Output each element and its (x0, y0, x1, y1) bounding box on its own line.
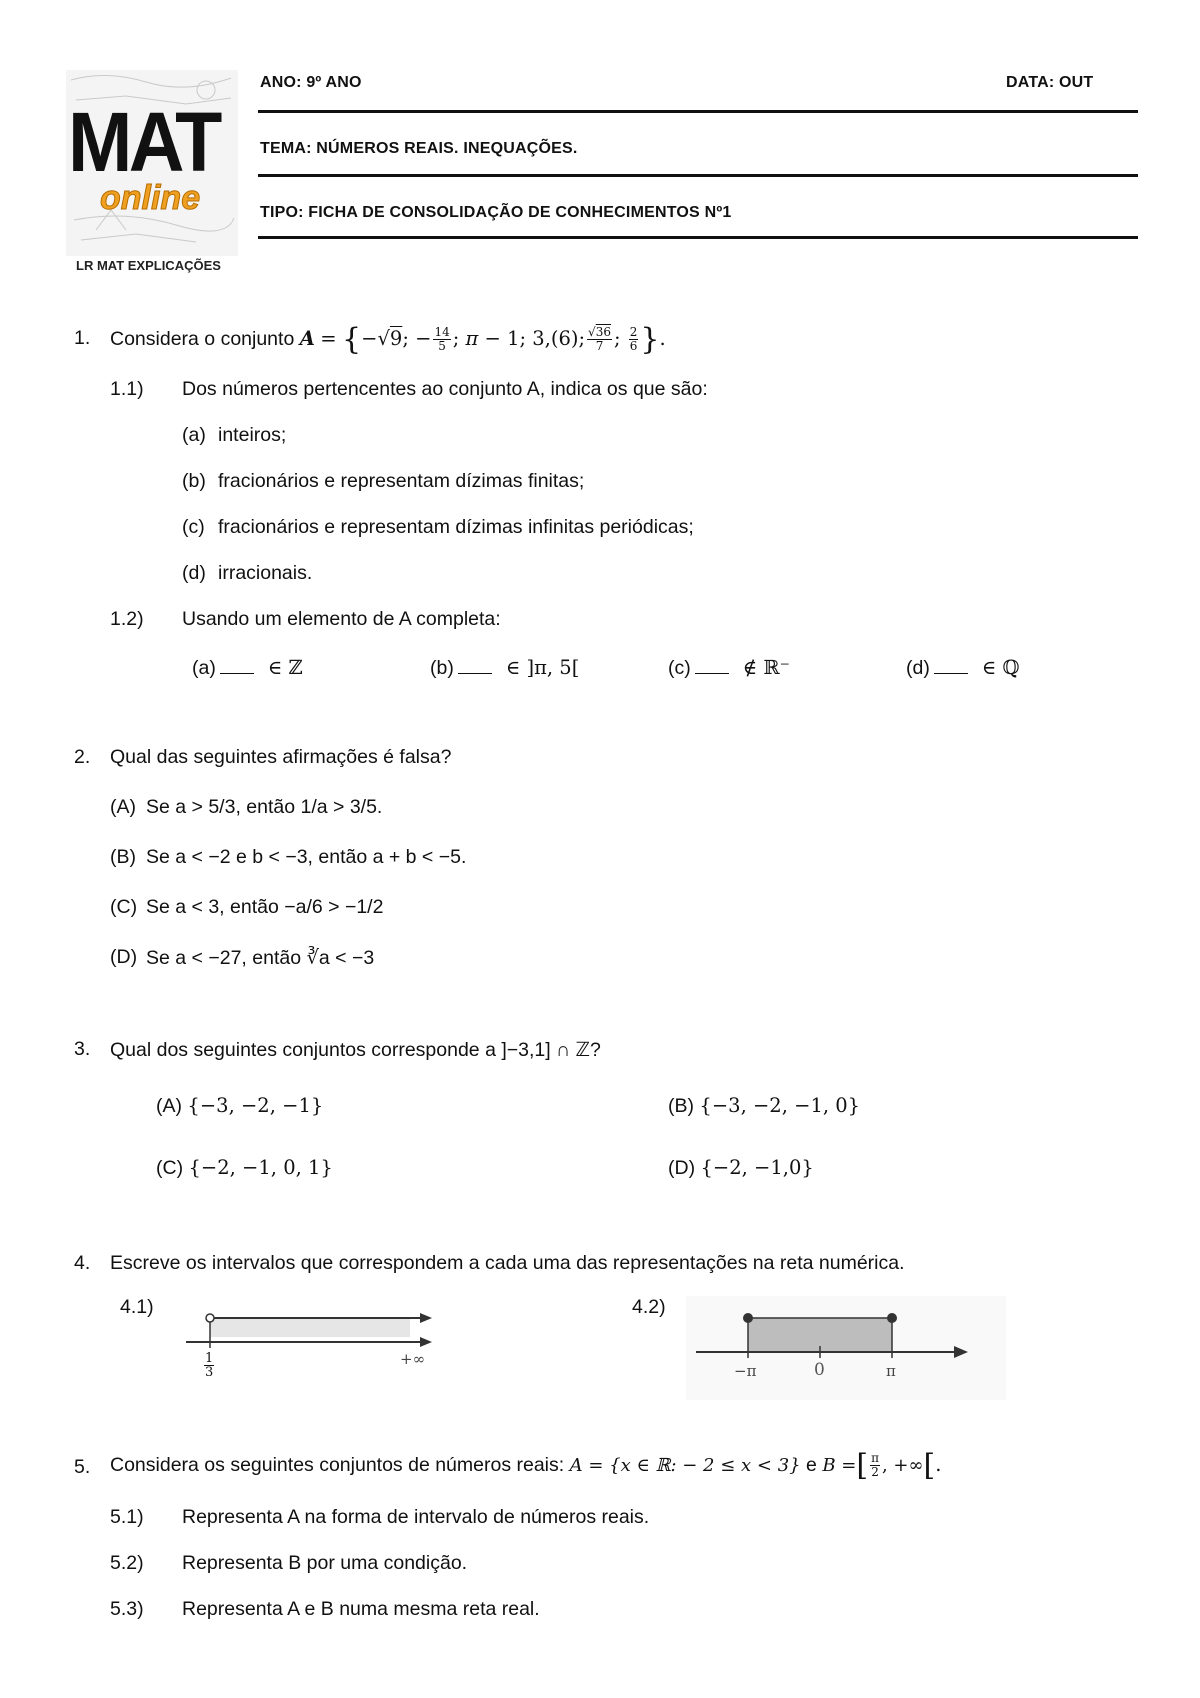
q2-option-b-text: Se a < −2 e b < −3, então a + b < −5. (146, 846, 467, 868)
q5-number: 5. (74, 1456, 91, 1478)
q11-item-c-text: fracionários e representam dízimas infinitas periódicas; (218, 516, 694, 538)
header-data: DATA: OUT (1006, 74, 1094, 91)
q12-item-a (192, 656, 303, 680)
q5-set-b-suffix: , +∞ (881, 1455, 924, 1476)
q2-option-c-text: Se a < 3, então −a/6 > −1/2 (146, 896, 384, 918)
q12-item-c (668, 656, 790, 680)
logo (66, 70, 238, 256)
number-line-4-2-svg (686, 1296, 1006, 1400)
header-tipo: TIPO: FICHA DE CONSOLIDAÇÃO DE CONHECIMENTOS Nº1 (260, 204, 732, 221)
closed-endpoint (887, 1313, 897, 1323)
q12-item-b-expr: ∈ ]π, 5[ (505, 656, 580, 679)
q12-item-c-expr: ∉ ℝ⁻ (742, 656, 790, 679)
q1-statement: Considera o conjunto A = {−√9; − $\frac{14}{5}$ ; π − 1; 3,(6); $\frac{√36}{7}$ ; $\frac{2}{6}$ }. (110, 321, 666, 357)
q2-option-d-text: Se a < −27, então ∛a < −3 (146, 947, 375, 969)
number-line-4-1 (182, 1302, 452, 1402)
q3-option-b (668, 1094, 860, 1118)
q3-option-d-text: {−2, −1,0} (700, 1156, 814, 1179)
q12-text: Usando um elemento de A completa: (182, 608, 501, 630)
q3-option-b-text: {−3, −2, −1, 0} (699, 1094, 861, 1117)
answer-blank[interactable] (934, 659, 968, 674)
q5-statement: Considera os seguintes conjuntos de números reais: A = {x ∈ ℝ: − 2 ≤ x < 3} e B =[ $\frac{\pi}{2}$ , +∞[. (110, 1447, 942, 1483)
q5-set-b-prefix: B = (822, 1455, 857, 1476)
answer-blank[interactable] (220, 659, 254, 674)
q2-option-c-label: (C) (110, 896, 138, 918)
q5-set-b-num: π (871, 1451, 879, 1466)
q41-left-num: 1 (205, 1351, 214, 1366)
q12-item-d (906, 656, 1019, 680)
arrow-head-icon (420, 1313, 432, 1323)
q42-tick-label-2: 0 (814, 1360, 825, 1380)
q1-element-3: π (465, 327, 479, 350)
q11-text: Dos números pertencentes ao conjunto A, indica os que são: (182, 378, 708, 400)
q51-text: Representa A na forma de intervalo de números reais. (182, 1506, 650, 1528)
q3-option-d-label: (D) (668, 1157, 696, 1179)
q41-left-label (202, 1352, 216, 1379)
logo-online: online (100, 179, 201, 217)
q5-set-a: A = {x ∈ ℝ: − 2 ≤ x < 3} (569, 1455, 801, 1476)
q1-element-2: $\frac{14}{5}$ (434, 325, 450, 354)
q3-option-b-label: (B) (668, 1095, 694, 1117)
q12-item-b (430, 656, 579, 680)
q53-number: 5.3) (110, 1598, 144, 1620)
q2-text: Qual das seguintes afirmações é falsa? (110, 746, 452, 768)
q11-item-b-label: (b) (182, 470, 206, 492)
q51-number: 5.1) (110, 1506, 144, 1528)
q41-label: 4.1) (120, 1296, 154, 1318)
q1-number: 1. (74, 327, 91, 349)
q12-item-c-label: (c) (668, 657, 691, 679)
q41-right-label: +∞ (400, 1350, 426, 1368)
closed-endpoint (743, 1313, 753, 1323)
q1-set-var: A (299, 327, 315, 350)
q5-set-b-den: 2 (871, 1465, 879, 1480)
q11-item-d-label: (d) (182, 562, 206, 584)
shaded-region (210, 1319, 410, 1337)
q3-option-c-text: {−2, −1, 0, 1} (188, 1156, 333, 1179)
q53-text: Representa A e B numa mesma reta real. (182, 1598, 540, 1620)
q12-number: 1.2) (110, 608, 144, 630)
q12-item-a-label: (a) (192, 657, 216, 679)
header-rule-1 (258, 110, 1138, 113)
axis-arrow-icon (420, 1337, 432, 1347)
header-tema: TEMA: NÚMEROS REAIS. INEQUAÇÕES. (260, 140, 578, 157)
answer-blank[interactable] (695, 659, 729, 674)
header-rule-2 (258, 174, 1138, 177)
q42-tick-label-3: π (886, 1362, 896, 1380)
q11-number: 1.1) (110, 378, 144, 400)
q41-left-den: 3 (205, 1365, 214, 1380)
q11-item-a-text: inteiros; (218, 424, 287, 446)
q4-text: Escreve os intervalos que correspondem a cada uma das representações na reta numérica. (110, 1252, 905, 1274)
q52-text: Representa B por uma condição. (182, 1552, 468, 1574)
q2-option-d-label: (D) (110, 946, 138, 968)
q5-set-b-frac (870, 1452, 880, 1479)
q2-option-a-label: (A) (110, 796, 136, 818)
axis-arrow-icon (954, 1346, 968, 1358)
q11-item-a-label: (a) (182, 424, 206, 446)
q12-item-a-expr: ∈ ℤ (267, 656, 303, 679)
q3-number: 3. (74, 1038, 91, 1060)
q4-number: 4. (74, 1252, 91, 1274)
q5-text: Considera os seguintes conjuntos de números reais: (110, 1454, 565, 1476)
number-line-4-2 (686, 1296, 1006, 1400)
logo-mat: MAT (68, 95, 219, 189)
q42-label: 4.2) (632, 1296, 666, 1318)
q2-option-a-text: Se a > 5/3, então 1/a > 3/5. (146, 796, 383, 818)
q5-conj: e (806, 1454, 817, 1476)
q12-item-b-label: (b) (430, 657, 454, 679)
header-ano: ANO: 9º ANO (260, 74, 362, 91)
q12-item-d-expr: ∈ ℚ (981, 656, 1020, 679)
q11-item-d-text: irracionais. (218, 562, 313, 584)
q3-option-a-text: {−3, −2, −1} (187, 1094, 324, 1117)
q1-element-6: $\frac{2}{6}$ (629, 325, 638, 354)
q1-element-1: −√9; − (361, 327, 432, 350)
q3-text: Qual dos seguintes conjuntos corresponde a ]−3,1] ∩ ℤ? (110, 1039, 601, 1061)
header-rule-3 (258, 236, 1138, 239)
q3-option-a (156, 1094, 323, 1118)
q3-option-c (156, 1156, 333, 1180)
q3-option-d (668, 1156, 814, 1180)
q42-tick-label-1: −π (734, 1362, 757, 1380)
q1-element-5: $\frac{√36}{7}$ (588, 325, 611, 354)
q2-number: 2. (74, 746, 91, 768)
q11-item-b-text: fracionários e representam dízimas finitas; (218, 470, 585, 492)
answer-blank[interactable] (458, 659, 492, 674)
q11-item-c-label: (c) (182, 516, 205, 538)
q52-number: 5.2) (110, 1552, 144, 1574)
q2-option-b-label: (B) (110, 846, 136, 868)
q3-option-c-label: (C) (156, 1157, 184, 1179)
logo-caption: LR MAT EXPLICAÇÕES (76, 258, 221, 273)
q1-text: Considera o conjunto (110, 328, 295, 350)
q12-item-d-label: (d) (906, 657, 930, 679)
q3-option-a-label: (A) (156, 1095, 182, 1117)
open-endpoint (206, 1314, 214, 1322)
